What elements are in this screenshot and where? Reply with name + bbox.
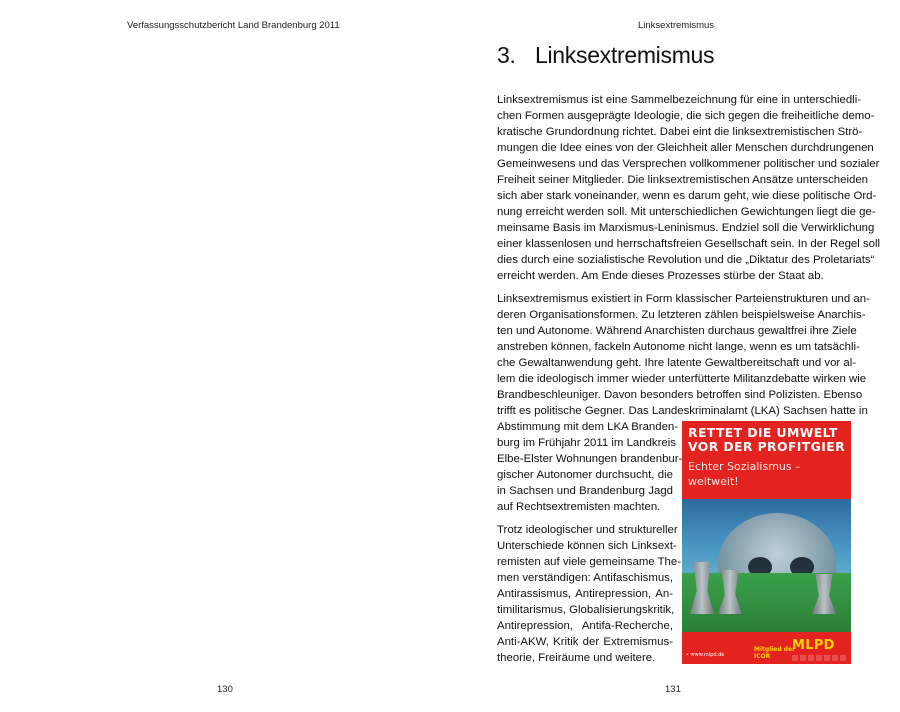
poster-logo-tagline: [792, 655, 848, 661]
poster-mlpd-logo: MLPD: [792, 638, 835, 653]
paragraph-common-themes: [497, 522, 682, 666]
text-line: burg im Frühjahr 2011 im Landkreis: [497, 437, 676, 449]
text-line: Unterschiede können sich Linksext-: [497, 540, 677, 552]
text-line: Linksextremismus existiert in Form klassischer Parteienstrukturen und an-: [497, 293, 870, 305]
text-line: einer klassenlosen und herrschaftsfreien Gesellschaft sein. In der Regel soll: [497, 238, 881, 250]
page-number-left: 130: [217, 684, 233, 695]
poster-icor-caption: Mitglied der: [754, 646, 796, 653]
paragraph-organisation-forms: [497, 291, 870, 419]
text-line: deren Organisationsformen. Zu letzteren zählen beispielsweise Anarchis-: [497, 309, 866, 321]
poster-subline: [688, 459, 848, 489]
text-line: Linksextremismus ist eine Sammelbezeichnung für eine in unterschiedli-: [497, 94, 862, 106]
text-line: theorie, Freiräume und weitere.: [497, 652, 656, 664]
text-line: ten und Autonome. Während Anarchisten durchaus gewaltfrei ihre Ziele: [497, 325, 857, 337]
poster-icor-name: ICOR: [754, 653, 771, 660]
paragraph-definition: [497, 92, 881, 284]
text-line: mungen die Idee eines von der Gleichheit aller Menschen durchdrungenen: [497, 142, 874, 154]
right-page: [450, 0, 900, 712]
text-line: gischer Autonomer durchsucht, die: [497, 469, 673, 481]
running-head-left: Verfassungsschutzbericht Land Brandenburg 2011: [127, 20, 340, 31]
text-line: in Sachsen und Brandenburg Jagd: [497, 485, 673, 497]
running-head-right: Linksextremismus: [638, 20, 715, 31]
chapter-title-text: Linksextremismus: [535, 42, 715, 68]
poster-headline: [688, 426, 848, 454]
text-line: erreicht werden. Am Ende dieses Prozesses stürbe der Staat ab.: [497, 270, 824, 282]
text-line: anstreben können, fackeln Autonome nicht lange, wenn es um tatsächli-: [497, 341, 860, 353]
poster-subline-line: weltweit!: [688, 475, 739, 488]
text-line: dies durch eine sozialistische Revolution und die „Diktatur des Proletariats“: [497, 254, 875, 266]
text-line: lem die ideologisch immer wieder unterfütterte Militanzdebatte wirken wie: [497, 373, 867, 385]
chapter-title: [497, 42, 714, 69]
text-line: Antirassismus, Antirepression, An-: [497, 588, 673, 600]
text-line: nung erreicht werden soll. Mit unterschiedlichen Gewichtungen liegt die ge-: [497, 206, 876, 218]
text-line: Gemeinwesens und das Versprechen vollkommener politischer und sozialer: [497, 158, 880, 170]
text-line: Antirepression, Antifa-Recherche,: [497, 620, 673, 632]
poster-url: • www.mlpd.de: [686, 652, 725, 658]
text-line: men verständigen: Antifaschismus,: [497, 572, 674, 584]
chapter-number: 3.: [497, 42, 516, 68]
text-line: Anti-AKW, Kritik der Extremismus-: [497, 636, 673, 648]
text-line: kratische Grundordnung richtet. Dabei eint die linksextremistischen Strö-: [497, 126, 863, 138]
text-line: Trotz ideologischer und struktureller: [497, 524, 678, 536]
text-line: Freiheit seiner Mitglieder. Die linksextremistischen Ansätze unterscheiden: [497, 174, 869, 186]
text-line: Brandbeschleuniger. Davon besonders betroffen sind Polizisten. Ebenso: [497, 389, 863, 401]
poster-subline-line: Echter Sozialismus –: [688, 460, 801, 473]
page-number-right: 131: [665, 684, 681, 695]
poster-icor-logo: [754, 646, 795, 660]
text-line: chen Formen ausgeprägte Ideologie, die sich gegen die freiheitliche demo-: [497, 110, 875, 122]
text-line: che Gewaltanwendung geht. Ihre latente Gewaltbereitschaft und vor al-: [497, 357, 857, 369]
text-line: meinsame Basis im Marxismus-Leninismus. Endziel soll die Verwirklichung: [497, 222, 875, 234]
poster-headline-line: RETTET DIE UMWELT: [688, 425, 838, 440]
text-line: Abstimmung mit dem LKA Branden-: [497, 421, 679, 433]
poster-headline-line: VOR DER PROFITGIER: [688, 439, 846, 454]
text-line: auf Rechtsextremisten machten.: [497, 501, 661, 513]
text-line: timilitarismus, Globalisierungskritik,: [497, 604, 675, 616]
text-line: Elbe-Elster Wohnungen brandenbur-: [497, 453, 683, 465]
text-line: sich aber stark voneinander, wenn es darum geht, wie diese politische Ord-: [497, 190, 877, 202]
paragraph-lka-search: [497, 419, 683, 515]
text-line: trifft es politische Gegner. Das Landeskriminalamt (LKA) Sachsen hatte in: [497, 405, 868, 417]
mlpd-poster-image: [682, 421, 851, 664]
text-line: remisten auf viele gemeinsame The-: [497, 556, 682, 568]
